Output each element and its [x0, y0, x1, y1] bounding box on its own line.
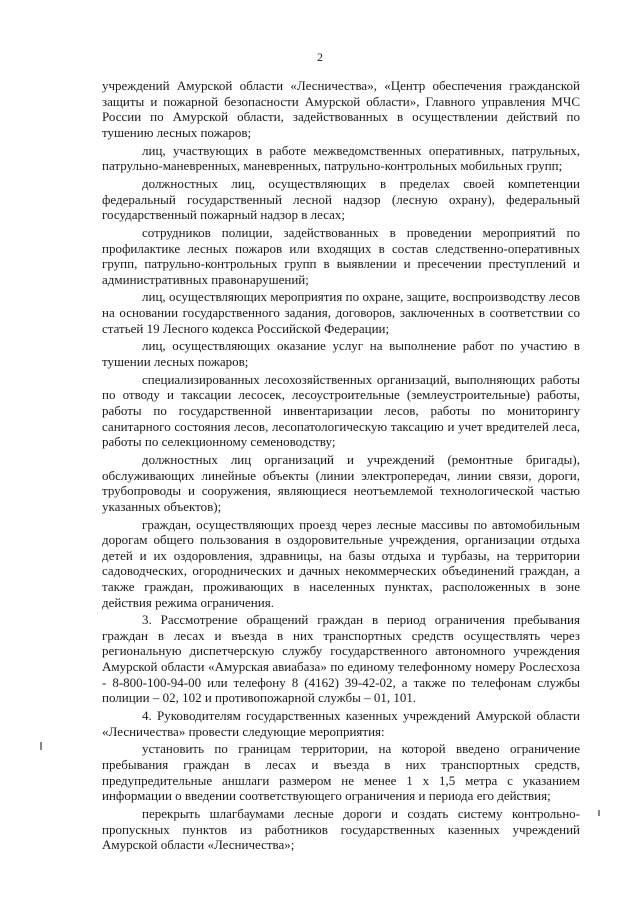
scan-mark: [40, 742, 42, 750]
paragraph: перекрыть шлагбаумами лесные дороги и создать систему контрольно-пропускных пунктов из работников государственных казенных учреждений Амурской области «Лесничества»;: [102, 805, 580, 853]
paragraph: граждан, осуществляющих проезд через лесные массивы по автомобильным дорогам общего пользования в оздоровительные учреждения, организации отдыха детей и их оздоровления, здравницы, на базы отдыха и турбазы, на территории садоводческих, огороднических и дачных некоммерческих объединений граждан, а также граждан, проживающих в населенных пунктах, расположенных в зоне действия режима ограничения.: [102, 516, 580, 610]
scan-mark: [598, 810, 600, 816]
paragraph: установить по границам территории, на которой введено ограничение пребывания граждан в лесах и въезда в них транспортных средств, предупредительные аншлаги размером не менее 1 х 1,5 метра с указанием информации о введении соответствующего ограничения и периода его действия;: [102, 741, 580, 804]
paragraph: 4. Руководителям государственных казенных учреждений Амурской области «Лесничества» провести следующие мероприятия:: [102, 708, 580, 739]
paragraph: специализированных лесохозяйственных организаций, выполняющих работы по отводу и таксации лесосек, лесоустроительные (землеустроительные) работы, работы по государственной инвентаризации лесов, работы по мониторингу санитарного состояния лесов, лесопатологическую таксацию и учет вредителей леса, работы по селекционному семеноводству;: [102, 371, 580, 450]
paragraph: должностных лиц организаций и учреждений (ремонтные бригады), обслуживающих линейные объекты (линии электропередач, линии связи, дороги, трубопроводы и сооружения, являющиеся неотъемлемой технологической частью указанных объектов);: [102, 451, 580, 514]
paragraph: лиц, осуществляющих оказание услуг на выполнение работ по участию в тушении лесных пожаров;: [102, 338, 580, 370]
paragraph: учреждений Амурской области «Лесничества», «Центр обеспечения гражданской защиты и пожарной безопасности Амурской области», Главного управления МЧС России по Амурской области, задействованных в осуществлении действий по тушению лесных пожаров;: [102, 78, 580, 140]
paragraph: 3. Рассмотрение обращений граждан в период ограничения пребывания граждан в лесах и въезда в них транспортных средств осуществлять через региональную диспетчерскую службу государственного автономного учреждения Амурской области «Амурская авиабаза» по единому телефонному номеру Рослесхоза - 8-800-100-94-00 или телефону 8 (4162) 39-42-02, а также по телефонам службы полиции – 02, 102 и противопожарной службы – 01, 101.: [102, 612, 580, 706]
page-number: 2: [317, 50, 323, 64]
paragraph: лиц, осуществляющих мероприятия по охране, защите, воспроизводству лесов на основании государственного задания, договоров, заключенных в соответствии со статьей 19 Лесного кодекса Российской Федерации;: [102, 289, 580, 336]
paragraph: должностных лиц, осуществляющих в пределах своей компетенции федеральный государственный лесной надзор (лесную охрану), федеральный государственный пожарный надзор в лесах;: [102, 175, 580, 223]
paragraph: лиц, участвующих в работе межведомственных оперативных, патрульных, патрульно-маневренных, маневренных, патрульно-контрольных мобильных групп;: [102, 142, 580, 174]
paragraph: сотрудников полиции, задействованных в проведении мероприятий по профилактике лесных пожаров или входящих в состав следственно-оперативных групп, патрульно-контрольных групп в выявлении и пресечении преступлений и административных правонарушений;: [102, 224, 580, 287]
document-body: [102, 78, 580, 855]
